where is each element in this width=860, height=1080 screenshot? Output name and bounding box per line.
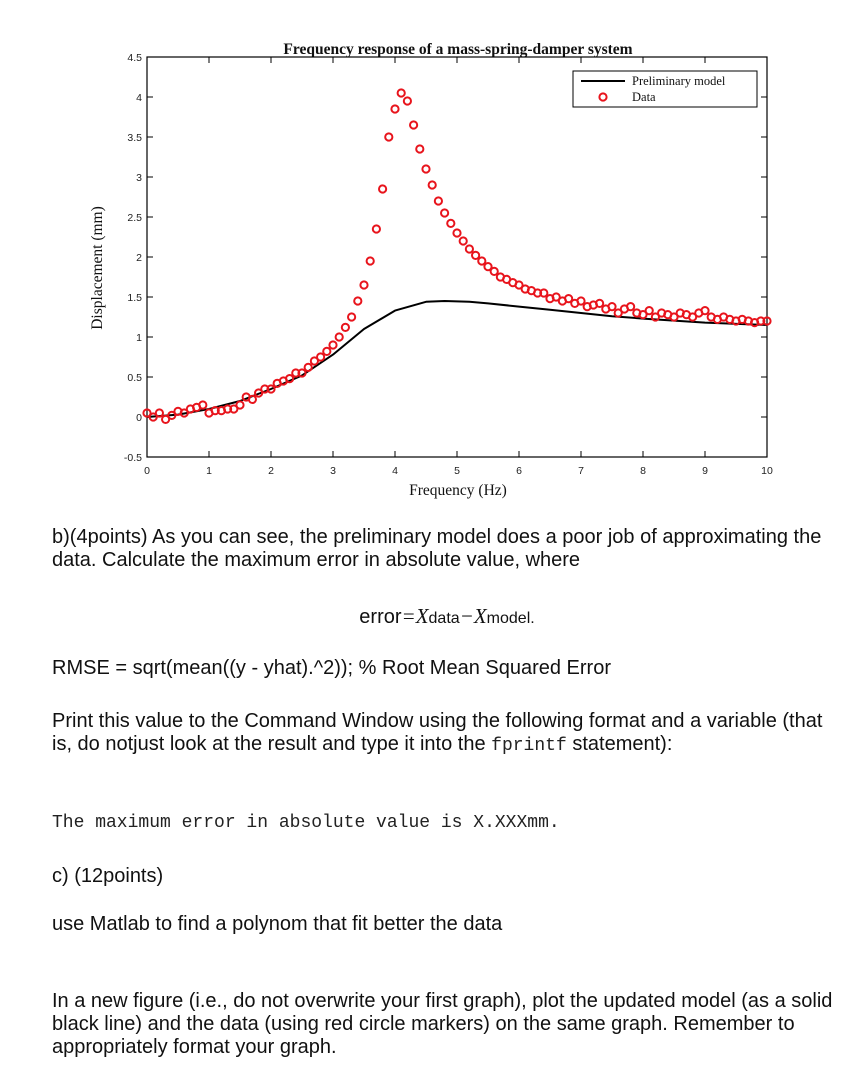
data-point (491, 268, 498, 275)
x-data-symbol: X (415, 604, 429, 628)
data-subscript: data (428, 610, 460, 627)
rmse-line (52, 657, 842, 680)
data-series (143, 89, 770, 423)
print-text-before: Print this value to the Command Window using the following format and a variable (that is, do notjust look at the result and type it into the (52, 710, 823, 755)
x-tick-label: 1 (206, 465, 212, 477)
data-point (441, 209, 448, 216)
plot-frame (147, 57, 767, 457)
data-point (404, 97, 411, 104)
polynom-text: use Matlab to find a polynom that fit better the data (52, 913, 503, 935)
legend-data-label: Data (632, 90, 656, 104)
data-point (305, 364, 312, 371)
data-point (323, 348, 330, 355)
data-point (391, 105, 398, 112)
data-point (360, 281, 367, 288)
data-point (472, 252, 479, 259)
print-text-after: statement): (572, 733, 673, 755)
rmse-text: RMSE = sqrt(mean((y - yhat).^2)); % Root Mean Squared Error (52, 657, 612, 679)
data-point (379, 185, 386, 192)
chart-title: Frequency response of a mass-spring-damper system (283, 41, 633, 58)
data-point (460, 237, 467, 244)
model-line (147, 301, 767, 417)
data-point (373, 225, 380, 232)
equals-sign: = (401, 604, 416, 628)
part-c-text: c) (12points) (52, 865, 164, 887)
error-label: error (359, 606, 402, 628)
error-equation (52, 605, 842, 630)
y-tick-label: 3.5 (127, 132, 142, 144)
data-point (236, 401, 243, 408)
data-point (478, 257, 485, 264)
data-point (646, 307, 653, 314)
data-point (410, 121, 417, 128)
part-b-paragraph (52, 526, 842, 572)
data-point (367, 257, 374, 264)
format-example (52, 812, 842, 835)
legend (573, 71, 757, 107)
y-tick-label: 3 (136, 172, 142, 184)
part-c-heading (52, 865, 842, 888)
x-tick-label: 5 (454, 465, 460, 477)
new-figure-instruction (52, 990, 842, 1059)
y-tick-label: 1 (136, 332, 142, 344)
x-tick-label: 7 (578, 465, 584, 477)
data-point (348, 313, 355, 320)
y-tick-label: 4.5 (127, 52, 142, 64)
legend-model-label: Preliminary model (632, 74, 726, 88)
x-model-symbol: X (473, 604, 487, 628)
polynom-instruction (52, 913, 842, 936)
x-tick-label: 8 (640, 465, 646, 477)
frequency-response-chart (0, 0, 860, 510)
y-axis-label: Displacement (mm) (89, 206, 106, 330)
x-tick-label: 0 (144, 465, 150, 477)
data-point (342, 324, 349, 331)
part-b-text: b)(4points) As you can see, the preliminary model does a poor job of approximating the data. Calculate the maximum error in absolute value, where (52, 526, 822, 571)
minus-sign: − (459, 604, 474, 628)
data-point (453, 229, 460, 236)
data-point (435, 197, 442, 204)
y-tick-label: 2 (136, 252, 142, 264)
y-tick-label: 4 (136, 92, 142, 104)
data-point (466, 245, 473, 252)
x-tick-label: 3 (330, 465, 336, 477)
data-point (354, 297, 361, 304)
new-figure-text: In a new figure (i.e., do not overwrite your first graph), plot the updated model (as a solid black line) and the data (using red circle markers) on the same graph. Remember to appropriately format your graph. (52, 990, 833, 1058)
print-instruction (52, 710, 842, 758)
y-tick-label: 0.5 (127, 372, 142, 384)
data-point (422, 165, 429, 172)
fprintf-code: fprintf (491, 736, 567, 756)
data-point (329, 341, 336, 348)
data-point (317, 353, 324, 360)
y-tick-label: 1.5 (127, 292, 142, 304)
x-tick-label: 2 (268, 465, 274, 477)
data-point (385, 133, 392, 140)
format-line: The maximum error in absolute value is X.XXXmm. (52, 813, 560, 833)
y-tick-label: -0.5 (123, 452, 142, 464)
x-tick-label: 9 (702, 465, 708, 477)
data-point (429, 181, 436, 188)
model-subscript: model. (486, 610, 535, 627)
data-point (336, 333, 343, 340)
data-point (398, 89, 405, 96)
y-tick-label: 0 (136, 412, 142, 424)
x-tick-label: 10 (761, 465, 773, 477)
model-series (147, 301, 767, 417)
data-point (447, 220, 454, 227)
x-axis-label: Frequency (Hz) (409, 482, 507, 499)
y-tick-label: 2.5 (127, 212, 142, 224)
data-point (416, 145, 423, 152)
x-tick-label: 4 (392, 465, 398, 477)
x-tick-label: 6 (516, 465, 522, 477)
